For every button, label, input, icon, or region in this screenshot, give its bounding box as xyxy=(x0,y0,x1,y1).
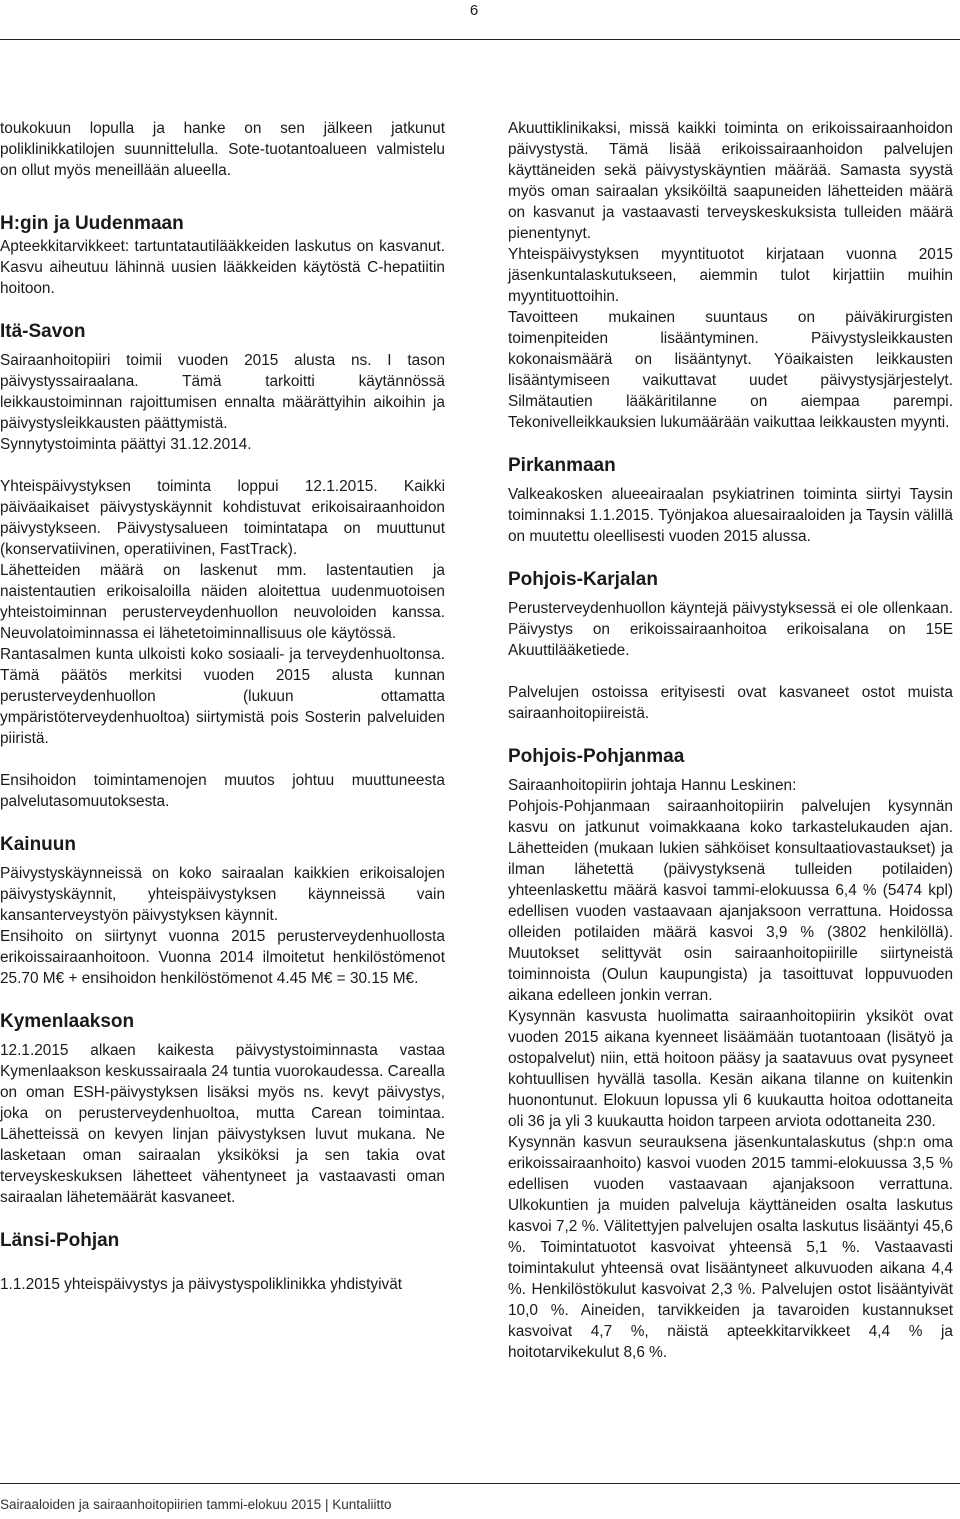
section-heading-pirkanmaa: Pirkanmaan xyxy=(508,455,616,476)
section-heading-kymenlaakso: Kymenlaakson xyxy=(0,1011,135,1032)
paragraph: Apteekkitarvikkeet: tartuntatautilääkkeiden laskutus on kasvanut. Kasvu aiheutuu lähinnä uusien lääkkeiden käytöstä C-hepatiitin hoitoon. xyxy=(0,238,445,297)
paragraph: Akuuttiklinikaksi, missä kaikki toiminta on erikoissairaanhoidon päivystystä. Tämä lisää erikoissairaanhoidon palvelujen käyttäneiden sekä päivystyskäyntien määrää. Samasta syystä myös oman sairaalan yksiköiltä saapuneiden lähetteiden määrä on kasvanut ja vastaavasti terveyskeskuksista tulleiden määrä pienentynyt. xyxy=(508,120,953,242)
paragraph: Ensihoito on siirtynyt vuonna 2015 perusterveydenhuollosta erikoissairaanhoitoon. Vuonna 2014 ilmoitetut henkilöstömenot 25.70 M€ + ensihoidon henkilöstömenot 4.45 M€ = 30.15 M€. xyxy=(0,928,445,987)
paragraph: Yhteispäivystyksen toiminta loppui 12.1.2015. Kaikki päiväaikaiset päivystyskäynnit kohdistuvat erikoisairaanhoidon päivystykseen. Päivystysalueen toimintatapa on muuttunut (konservatiivinen, operatiivinen, FastTrack). xyxy=(0,478,445,558)
page-footer: Sairaaloiden ja sairaanhoitopiirien tammi-elokuu 2015 | Kuntaliitto xyxy=(0,1497,392,1512)
section-heading-pohjois-pohjanmaa: Pohjois-Pohjanmaa xyxy=(508,746,685,767)
section-heading-pohjois-karjala: Pohjois-Karjalan xyxy=(508,569,658,590)
intro-paragraph: toukokuun lopulla ja hanke on sen jälkeen jatkunut poliklinikkatilojen suunnittelulla. Sote-tuotantoalueen valmistelu on ollut myös meneillään alueella. xyxy=(0,120,445,179)
paragraph: Pohjois-Pohjanmaan sairaanhoitopiirin palvelujen kysynnän kasvu on jatkunut voimakkaana koko tarkastelukauden ajan. Lähetteiden (mukaan lukien sähköiset konsultaatiovastaukset) ja ilman lähetettä (päivystyksenä tulleiden potilaiden) yhteenlaskettu määrä kasvoi tammi-elokuussa 6,4 % (5474 kpl) edellisen vuoden vastaavaan ajanjaksoon verrattuna. Hoidossa olleiden potilaiden määrä kasvoi 3,9 % (3802 henkilöllä). Muutokset selittyvät osin sairaanhoitopiirille siirtyneistä toiminnoista (Oulun kaupungista) ja tasoittuvat loppuvuoden aikana edelleen jonkin verran. xyxy=(508,798,953,1004)
left-column xyxy=(0,118,445,1295)
page-number: 6 xyxy=(469,2,479,19)
paragraph: 1.1.2015 yhteispäivystys ja päivystyspoliklinikka yhdistyivät xyxy=(0,1276,403,1293)
paragraph: Kysynnän kasvusta huolimatta sairaanhoitopiirin yksiköt ovat vuoden 2015 aikana kyenneet lisäämään tuotantoaan (lisätyö ja ostopalvelut) niin, että hoitoon pääsy ja saatavuus ovat pysyneet kohtuullisen hyvällä tasolla. Kesän aikana tilanne on kuitenkin huonontunut. Elokuun lopussa yli 6 kuukautta hoitoa odottaneita oli 36 ja yli 3 kuukautta hoidon tarpeen arviota odottaneita 230. xyxy=(508,1008,953,1130)
paragraph: Valkeakosken alueeairaalan psykiatrinen toiminta siirtyi Taysin toiminnaksi 1.1.2015. Työnjakoa aluesairaaloiden ja Taysin välillä on muutettu oleellisesti vuoden 2015 alussa. xyxy=(508,486,953,545)
paragraph: Sairaanhoitopiiri toimii vuoden 2015 alusta ns. I tason päivystyssairaalana. Tämä tarkoitti käytännössä leikkaustoiminnan rajoittumisen ennalta määrättyihin aikoihin ja päivystysleikkausten päättymistä. xyxy=(0,352,445,432)
paragraph: Yhteispäivystyksen myyntituotot kirjataan vuonna 2015 jäsenkuntalaskutukseen, aiemmin tulot kirjattiin muihin myyntituottoihin. xyxy=(508,246,953,305)
paragraph: Synnytystoiminta päättyi 31.12.2014. xyxy=(0,436,252,453)
footer-rule xyxy=(0,1483,960,1484)
paragraph: Tavoitteen mukainen suuntaus on päiväkirurgisten toimenpiteiden lisääntyminen. Päivystysleikkausten kokonaismäärä on lisääntynyt. Yöaikaisten leikkausten lisääntymiseen vaikuttavat uudet päivystysjärjestelyt. Silmätautien lääkäritilanne on aiempaa parempi. Tekonivelleikkauksien lukumäärään vaikuttaa leikkausten myynti. xyxy=(508,309,953,431)
paragraph: Lähetteiden määrä on laskenut mm. lastentautien ja naistentautien erikoisaloilla näiden aloitettua uudenmuotoisen yhteistoiminnan perusterveydenhuollon neuvoloiden kanssa. Neuvolatoiminnassa ei lähetetoiminnallisuus ole käytössä. xyxy=(0,562,445,642)
paragraph: Ensihoidon toimintamenojen muutos johtuu muuttuneesta palvelutasomuutoksesta. xyxy=(0,772,445,810)
paragraph: Rantasalmen kunta ulkoisti koko sosiaali- ja terveydenhuoltonsa. Tämä päätös merkitsi vuoden 2015 alusta kunnan perusterveydenhuollon (lukuun ottamatta ympäristöterveydenhuoltoa) siirtymistä pois Sosterin palveluiden piiristä. xyxy=(0,646,445,747)
right-column xyxy=(508,118,953,1363)
header-rule xyxy=(0,39,960,40)
section-heading-ita-savon: Itä-Savon xyxy=(0,321,86,342)
paragraph: 12.1.2015 alkaen kaikesta päivystystoiminnasta vastaa Kymenlaakson keskussairaala 24 tuntia vuorokaudessa. Carealla on oman ESH-päivystyksen lisäksi myös ns. kevyt päivystys, joka on perusterveydenhuoltoa, mutta Carean toimintaa. Lähetteissä on kevyen linjan päivystyksen luvut mukana. Ne lasketaan oman sairaalan yksiköksi ja sen takia ovat terveyskeskuksen lähetteet vähentyneet ja vastaavasti oman sairaalan lähetemäärät kasvaneet. xyxy=(0,1042,445,1206)
section-heading-kainuu: Kainuun xyxy=(0,834,76,855)
paragraph: Päivystyskäynneissä on koko sairaalan kaikkien erikoisalojen päivystyskäynnit, yhteispäivystyksen käynneissä vain kansanterveystyön päivystyksen käynnit. xyxy=(0,865,445,924)
section-heading-lansi-pohja: Länsi-Pohjan xyxy=(0,1230,120,1251)
section-heading-hus: H:gin ja Uudenmaan xyxy=(0,213,184,234)
paragraph: Sairaanhoitopiirin johtaja Hannu Leskinen: xyxy=(508,777,797,794)
paragraph: Kysynnän kasvun seurauksena jäsenkuntalaskutus (shp:n oma erikoissairaanhoito) kasvoi vuoden 2015 tammi-elokuussa 3,5 % edellisen vuoden vastaavaan ajanjaksoon verrattuna. Ulkokuntien ja muiden palveluja käyttäneiden osalta laskutus kasvoi 7,2 %. Välitettyjen palvelujen osalta laskutus lisääntyi 45,6 %. Toimintatuotot kasvoivat yhteensä 5,1 %. Vastaavasti toimintakulut yhteensä ovat lisääntyneet alkuvuoden aikana 4,4 %. Henkilöstökulut kasvoivat 2,3 %. Palvelujen ostot lisääntyivät 10,0 %. Aineiden, tarvikkeiden ja tavaroiden kustannukset kasvoivat 4,7 %, näistä apteekkitarvikkeet 4,4 % ja hoitotarvikekulut 8,6 %. xyxy=(508,1134,953,1361)
paragraph: Palvelujen ostoissa erityisesti ovat kasvaneet ostot muista sairaanhoitopiireistä. xyxy=(508,684,953,722)
paragraph: Perusterveydenhuollon käyntejä päivystyksessä ei ole ollenkaan. Päivystys on erikoissairaanhoitoa erikoisalana on 15E Akuuttilääketiede. xyxy=(508,600,953,659)
